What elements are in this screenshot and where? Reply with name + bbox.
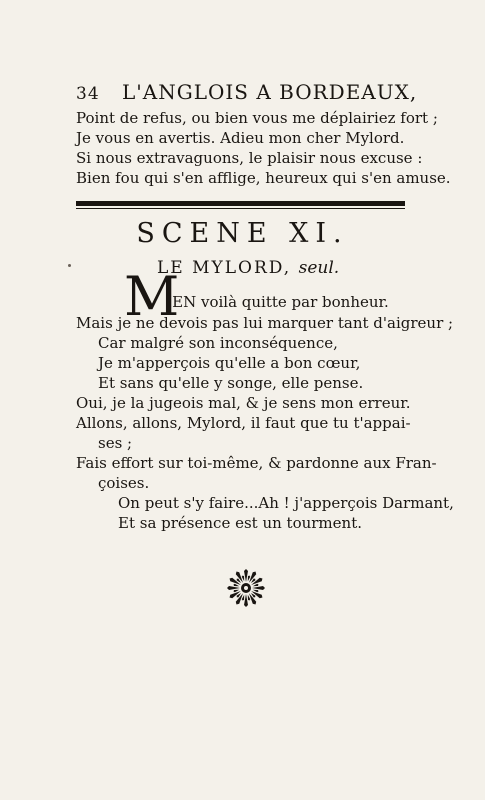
running-header (76, 80, 418, 106)
ink-speck (68, 264, 71, 267)
scene-title: SCENE XI. (136, 218, 349, 249)
dialogue-line: Car malgré son inconséquence, (98, 334, 338, 352)
dialogue-first-line: 'EN voilà quitte par bonheur. (168, 293, 389, 311)
dialogue-line: Fais effort sur toi-même, & pardonne aux Fran- (76, 454, 437, 472)
verse-line: Si nous extravaguons, le plaisir nous excuse : (76, 149, 423, 167)
dialogue-line: On peut s'y faire...Ah ! j'apperçois Darmant, (118, 494, 454, 512)
dialogue-line: Et sa présence est un tourment. (118, 514, 362, 532)
running-title: L'ANGLOIS A BORDEAUX, (122, 80, 418, 104)
dialogue-line: Et sans qu'elle y songe, elle pense. (98, 374, 364, 392)
dialogue-line: Mais je ne devois pas lui marquer tant d'aigreur ; (76, 314, 454, 332)
speaker-note: seul. (298, 258, 340, 278)
speaker-heading (157, 258, 339, 278)
fleuron-ornament-icon (226, 568, 266, 608)
page-number: 34 (76, 84, 100, 104)
verse-line: Bien fou qui s'en afflige, heureux qui s'en amuse. (76, 169, 451, 187)
dialogue-line: Je m'apperçois qu'elle a bon cœur, (98, 354, 361, 372)
section-rule-thick (76, 201, 405, 206)
verse-line: Point de refus, ou bien vous me déplairiez fort ; (76, 109, 438, 127)
drop-cap: M (124, 265, 180, 328)
section-rule-thin (76, 208, 405, 209)
speaker-name: LE MYLORD, (157, 258, 292, 278)
dialogue-line: ses ; (98, 434, 133, 452)
dialogue-line: Allons, allons, Mylord, il faut que tu t'appai- (76, 414, 411, 432)
dialogue-line: çoises. (98, 474, 150, 492)
verse-line: Je vous en avertis. Adieu mon cher Mylord. (76, 129, 405, 147)
dialogue-line: Oui, je la jugeois mal, & je sens mon erreur. (76, 394, 411, 412)
